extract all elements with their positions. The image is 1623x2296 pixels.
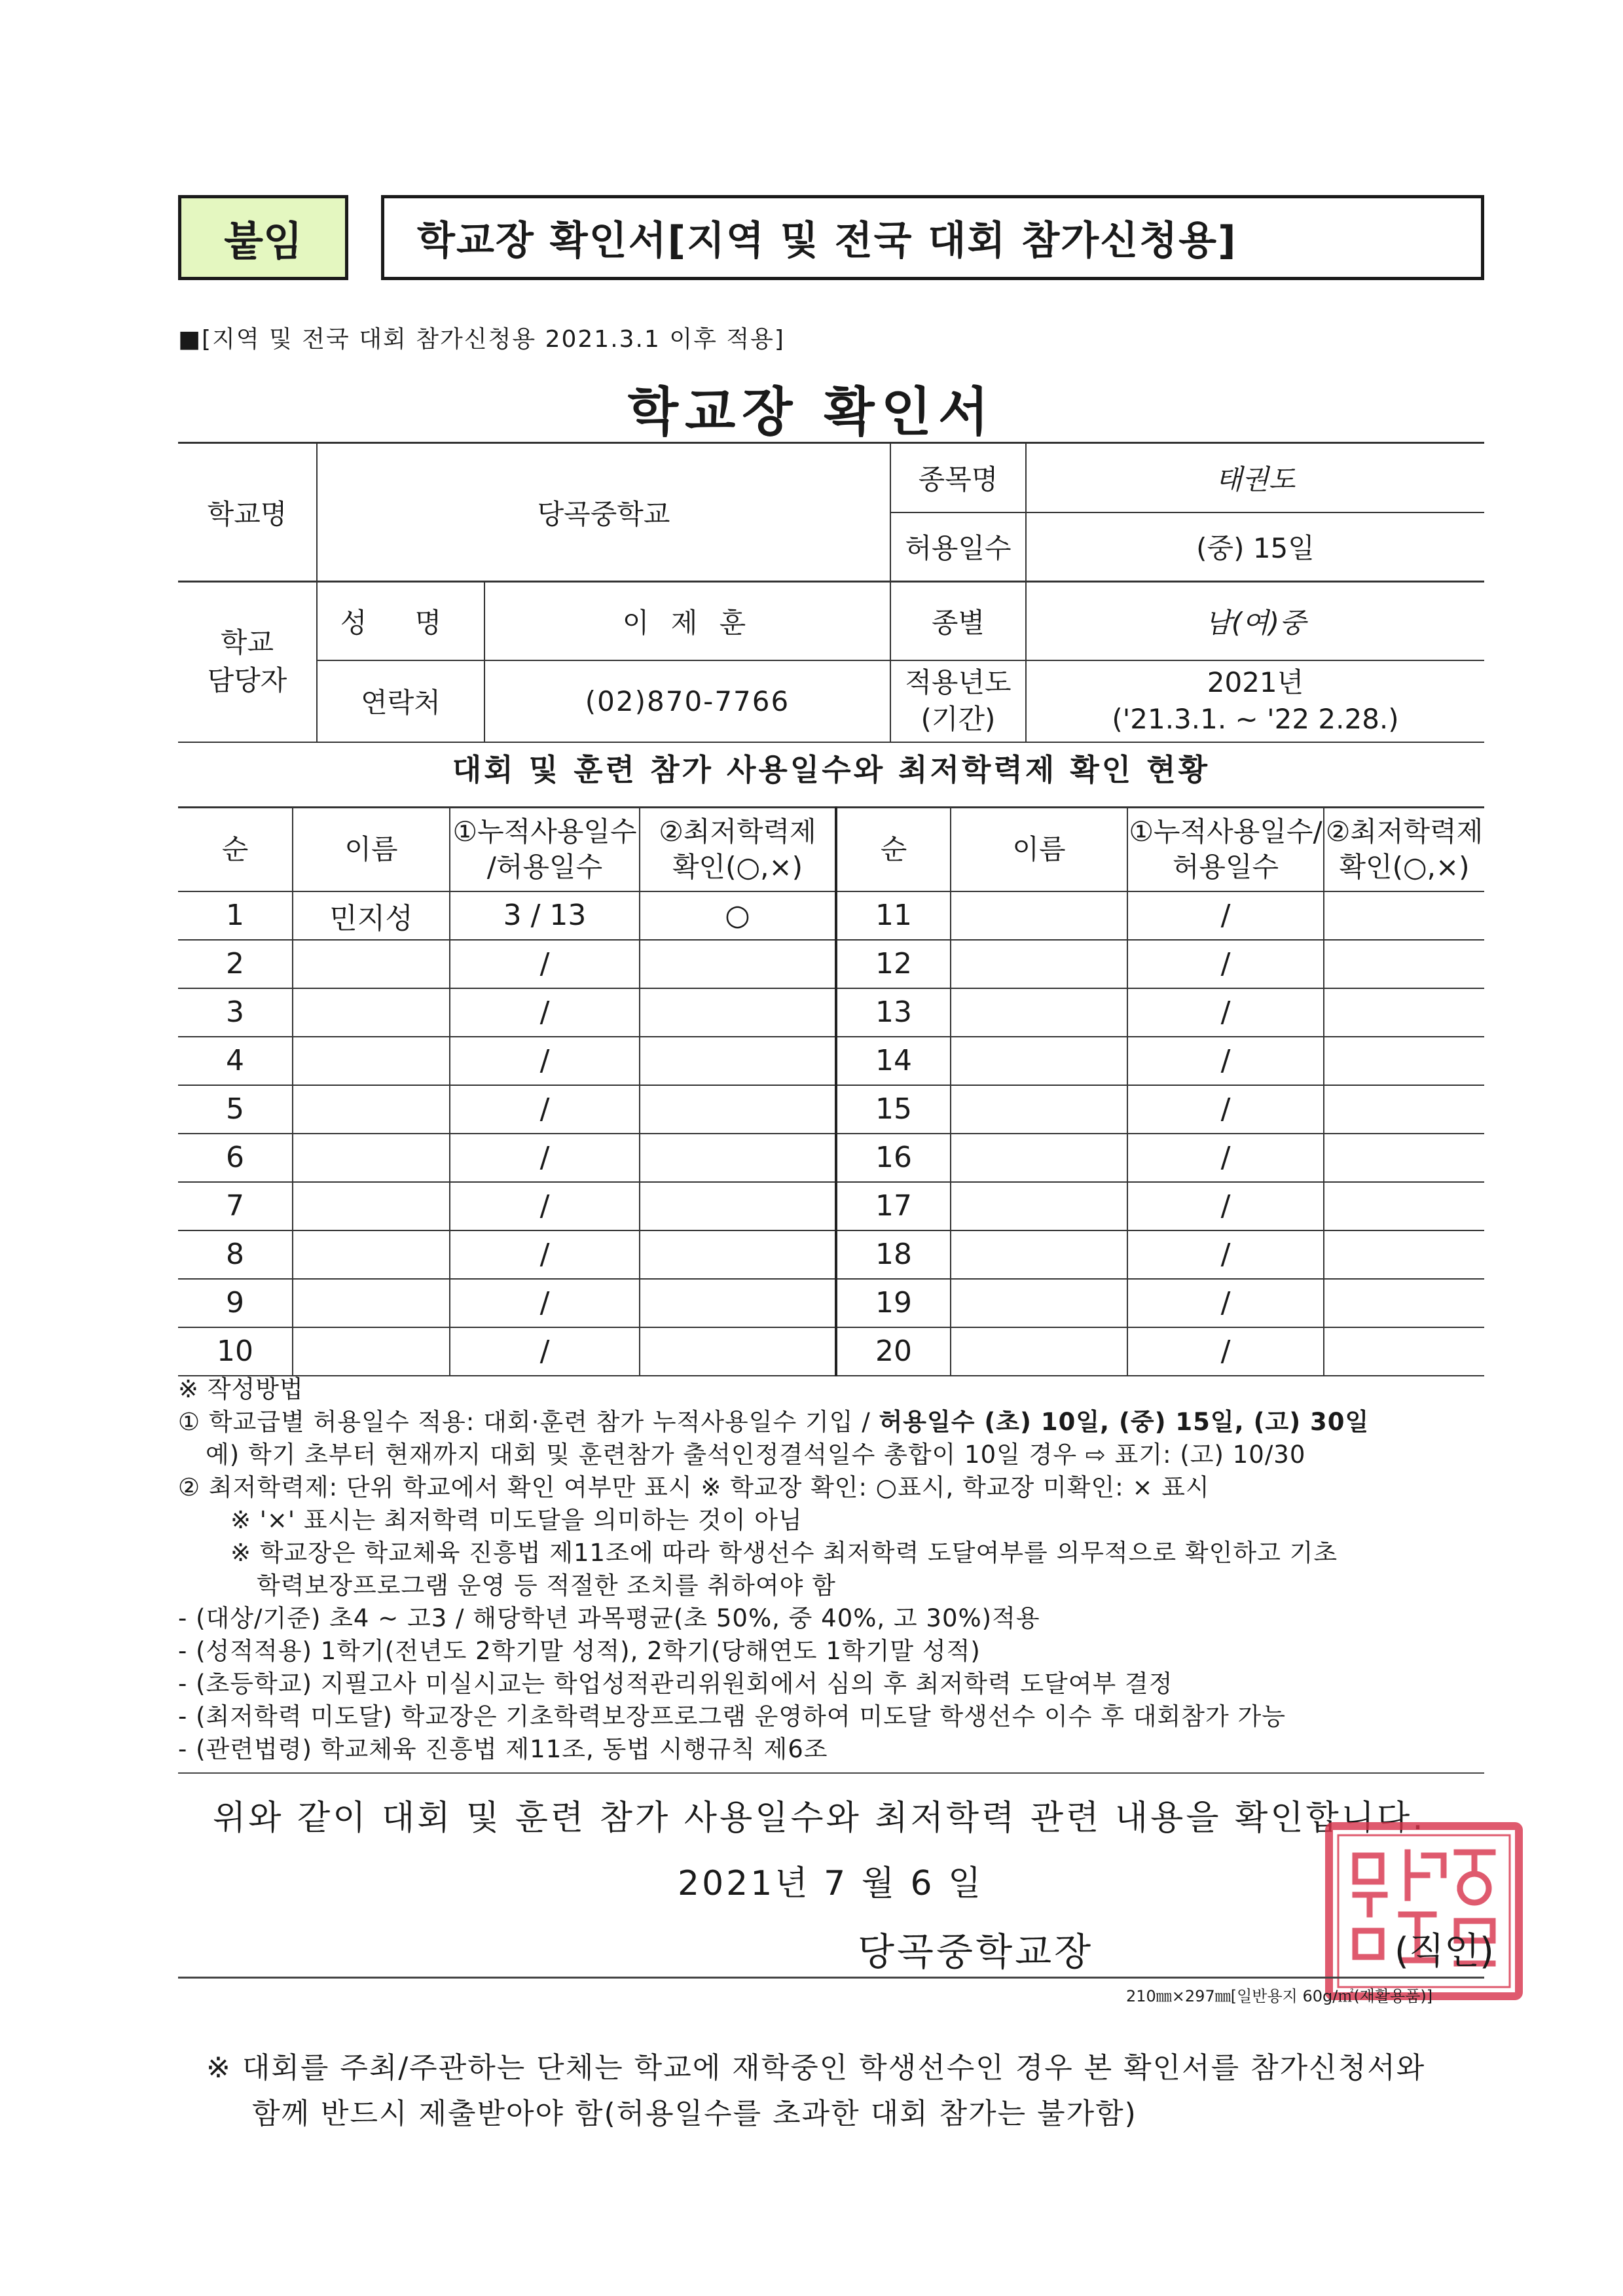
apply-year-label: 적용년도 (기간) xyxy=(890,660,1026,742)
roster-name xyxy=(293,1279,450,1327)
note-line: 예) 학기 초부터 현재까지 대회 및 훈련참가 출석인정결석일수 총합이 10일 경우 ⇨ 표기: (고) 10/30 xyxy=(206,1441,1306,1469)
roster-check xyxy=(640,1327,836,1376)
roster-check xyxy=(1324,1134,1484,1182)
roster-no: 10 xyxy=(178,1327,293,1376)
roster-check xyxy=(640,1037,836,1085)
roster-name xyxy=(951,1230,1127,1279)
footer-line: ※ 대회를 주최/주관하는 단체는 학교에 재학중인 학생선수인 경우 본 확인서를 참가신청서와 xyxy=(206,2051,1426,2085)
sport-value: 태권도 xyxy=(1026,443,1484,512)
roster-days: / xyxy=(1127,1279,1324,1327)
roster-name xyxy=(293,1327,450,1376)
header-name: 이름 xyxy=(293,808,450,891)
roster-name xyxy=(951,891,1127,940)
school-name-label: 학교명 xyxy=(178,443,317,582)
confirmation-statement: 위와 같이 대회 및 훈련 참가 사용일수와 최저학력 관련 내용을 확인합니다. xyxy=(213,1799,1426,1838)
roster-check xyxy=(640,940,836,988)
roster-days: / xyxy=(450,1085,640,1134)
roster-days: / xyxy=(450,1182,640,1230)
roster-no: 12 xyxy=(836,940,951,988)
table-row xyxy=(178,1134,1484,1182)
roster-check xyxy=(1324,940,1484,988)
roster-name xyxy=(951,1279,1127,1327)
category-label: 종별 xyxy=(890,582,1026,660)
roster-name xyxy=(951,988,1127,1037)
note-line: - (성적적용) 1학기(전년도 2학기말 성적), 2학기(당해연도 1학기말 성적) xyxy=(178,1637,981,1665)
roster-no: 20 xyxy=(836,1327,951,1376)
roster-check xyxy=(640,1182,836,1230)
note-line: 학력보장프로그램 운영 등 적절한 조치를 취하여야 함 xyxy=(257,1571,836,1600)
participation-roster-table xyxy=(178,806,1484,1376)
roster-check xyxy=(640,1279,836,1327)
roster-days: / xyxy=(1127,1085,1324,1134)
roster-days: / xyxy=(1127,1134,1324,1182)
table-row xyxy=(178,1327,1484,1376)
roster-name xyxy=(293,1085,450,1134)
roster-name: 민지성 xyxy=(293,891,450,940)
roster-check xyxy=(1324,1182,1484,1230)
roster-days: / xyxy=(450,940,640,988)
roster-no: 4 xyxy=(178,1037,293,1085)
roster-no: 14 xyxy=(836,1037,951,1085)
roster-days: / xyxy=(450,1327,640,1376)
apply-year-value: 2021년 xyxy=(1207,666,1304,698)
roster-name xyxy=(951,1327,1127,1376)
roster-name xyxy=(293,1037,450,1085)
notes-heading: ※ 작성방법 xyxy=(178,1375,304,1403)
roster-days: / xyxy=(1127,988,1324,1037)
staff-name-label: 성 명 xyxy=(317,582,484,660)
roster-no: 6 xyxy=(178,1134,293,1182)
category-value: 남(여)중 xyxy=(1026,582,1484,660)
note-line: ① 학교급별 허용일수 적용: 대회·훈련 참가 누적사용일수 기입 / 허용일수 (초) 10일, (중) 15일, (고) 30일 xyxy=(178,1408,1370,1436)
roster-check xyxy=(640,988,836,1037)
paper-spec: 210㎜×297㎜[일반용지 60g/㎡(재활용품)] xyxy=(1126,1987,1433,2005)
roster-days: / xyxy=(450,1230,640,1279)
table-row xyxy=(178,1230,1484,1279)
roster-no: 11 xyxy=(836,891,951,940)
roster-no: 2 xyxy=(178,940,293,988)
roster-no: 1 xyxy=(178,891,293,940)
roster-name xyxy=(951,1182,1127,1230)
header-no: 순 xyxy=(836,808,951,891)
note-line: - (관련법령) 학교체육 진흥법 제11조, 동법 시행규칙 제6조 xyxy=(178,1735,828,1763)
allowed-days-value: (중) 15일 xyxy=(1026,512,1484,582)
table-row xyxy=(178,940,1484,988)
status-heading: 대회 및 훈련 참가 사용일수와 최저학력제 확인 현황 xyxy=(452,752,1211,787)
roster-days: / xyxy=(1127,1037,1324,1085)
sport-label: 종목명 xyxy=(890,443,1026,512)
roster-days: / xyxy=(450,1134,640,1182)
roster-name xyxy=(951,1134,1127,1182)
roster-check xyxy=(640,1085,836,1134)
divider xyxy=(178,1977,1484,1979)
table-row xyxy=(178,891,1484,940)
divider xyxy=(178,1772,1484,1774)
roster-check xyxy=(640,1134,836,1182)
roster-days: / xyxy=(1127,940,1324,988)
roster-no: 18 xyxy=(836,1230,951,1279)
roster-check xyxy=(1324,1230,1484,1279)
roster-check: ○ xyxy=(640,891,836,940)
school-name-value: 당곡중학교 xyxy=(317,443,890,582)
roster-name xyxy=(951,1085,1127,1134)
allowed-days-label: 허용일수 xyxy=(890,512,1026,582)
principal-name: 당곡중학교장 xyxy=(858,1929,1094,1974)
roster-check xyxy=(1324,891,1484,940)
roster-check xyxy=(1324,1327,1484,1376)
seal-label: (직인) xyxy=(1395,1930,1494,1973)
roster-check xyxy=(640,1230,836,1279)
header-check: ②최저학력제 확인(○,×) xyxy=(1324,808,1484,891)
roster-no: 17 xyxy=(836,1182,951,1230)
applicability-note: ■[지역 및 전국 대회 참가신청용 2021.3.1 이후 적용] xyxy=(178,326,785,353)
roster-no: 8 xyxy=(178,1230,293,1279)
roster-no: 19 xyxy=(836,1279,951,1327)
roster-name xyxy=(293,1182,450,1230)
header-title: 학교장 확인서[지역 및 전국 대회 참가신청용] xyxy=(381,195,1484,280)
roster-no: 15 xyxy=(836,1085,951,1134)
roster-check xyxy=(1324,1037,1484,1085)
roster-check xyxy=(1324,1279,1484,1327)
table-row xyxy=(178,1182,1484,1230)
note-line: ※ '×' 표시는 최저학력 미도달을 의미하는 것이 아님 xyxy=(230,1506,803,1534)
footer-note xyxy=(206,2045,1425,2137)
footer-line: 함께 반드시 제출받아야 함(허용일수를 초과한 대회 참가는 불가함) xyxy=(252,2097,1137,2130)
header-days: ①누적사용일수 /허용일수 xyxy=(450,808,640,891)
header-name: 이름 xyxy=(951,808,1127,891)
header-days: ①누적사용일수/ 허용일수 xyxy=(1127,808,1324,891)
apply-year-cell xyxy=(1026,660,1484,742)
writing-instructions xyxy=(178,1373,1487,1766)
roster-days: / xyxy=(450,988,640,1037)
document-title: 학교장 확인서 xyxy=(627,382,996,442)
roster-no: 3 xyxy=(178,988,293,1037)
roster-days: / xyxy=(1127,1182,1324,1230)
note-line: ※ 학교장은 학교체육 진흥법 제11조에 따라 학생선수 최저학력 도달여부를 의무적으로 확인하고 기초 xyxy=(230,1539,1338,1567)
note-line: - (최저학력 미도달) 학교장은 기초학력보장프로그램 운영하여 미도달 학생선수 이수 후 대회참가 가능 xyxy=(178,1702,1286,1731)
note-line: - (대상/기준) 초4 ~ 고3 / 해당학년 과목평균(초 50%, 중 40%, 고 30%)적용 xyxy=(178,1604,1040,1632)
roster-name xyxy=(293,1134,450,1182)
roster-name xyxy=(951,940,1127,988)
roster-name xyxy=(293,940,450,988)
table-row xyxy=(178,1037,1484,1085)
roster-no: 9 xyxy=(178,1279,293,1327)
roster-name xyxy=(293,1230,450,1279)
roster-no: 7 xyxy=(178,1182,293,1230)
roster-check xyxy=(1324,1085,1484,1134)
roster-days: 3 / 13 xyxy=(450,891,640,940)
roster-check xyxy=(1324,988,1484,1037)
apply-period-value: ('21.3.1. ~ '22 2.28.) xyxy=(1112,703,1399,735)
contact-value: (02)870-7766 xyxy=(484,660,890,742)
staff-name-value: 이 제 훈 xyxy=(484,582,890,660)
roster-no: 13 xyxy=(836,988,951,1037)
roster-name xyxy=(293,988,450,1037)
header-check: ②최저학력제 확인(○,×) xyxy=(640,808,836,891)
roster-days: / xyxy=(1127,1327,1324,1376)
roster-no: 5 xyxy=(178,1085,293,1134)
attachment-badge: 붙임 xyxy=(178,195,348,280)
roster-days: / xyxy=(450,1037,640,1085)
roster-name xyxy=(951,1037,1127,1085)
table-row xyxy=(178,988,1484,1037)
note-line: ② 최저학력제: 단위 학교에서 확인 여부만 표시 ※ 학교장 확인: ○표시, 학교장 미확인: × 표시 xyxy=(178,1473,1210,1501)
table-row xyxy=(178,1085,1484,1134)
roster-no: 16 xyxy=(836,1134,951,1182)
staff-label: 학교 담당자 xyxy=(178,582,317,742)
header-no: 순 xyxy=(178,808,293,891)
note-line: - (초등학교) 지필고사 미실시교는 학업성적관리위원회에서 심의 후 최저학력 도달여부 결정 xyxy=(178,1670,1173,1698)
roster-days: / xyxy=(1127,1230,1324,1279)
contact-label: 연락처 xyxy=(317,660,484,742)
issue-date: 2021년 7 월 6 일 xyxy=(678,1864,984,1903)
roster-days: / xyxy=(450,1279,640,1327)
table-row xyxy=(178,1279,1484,1327)
school-info-table xyxy=(178,442,1484,743)
roster-days: / xyxy=(1127,891,1324,940)
